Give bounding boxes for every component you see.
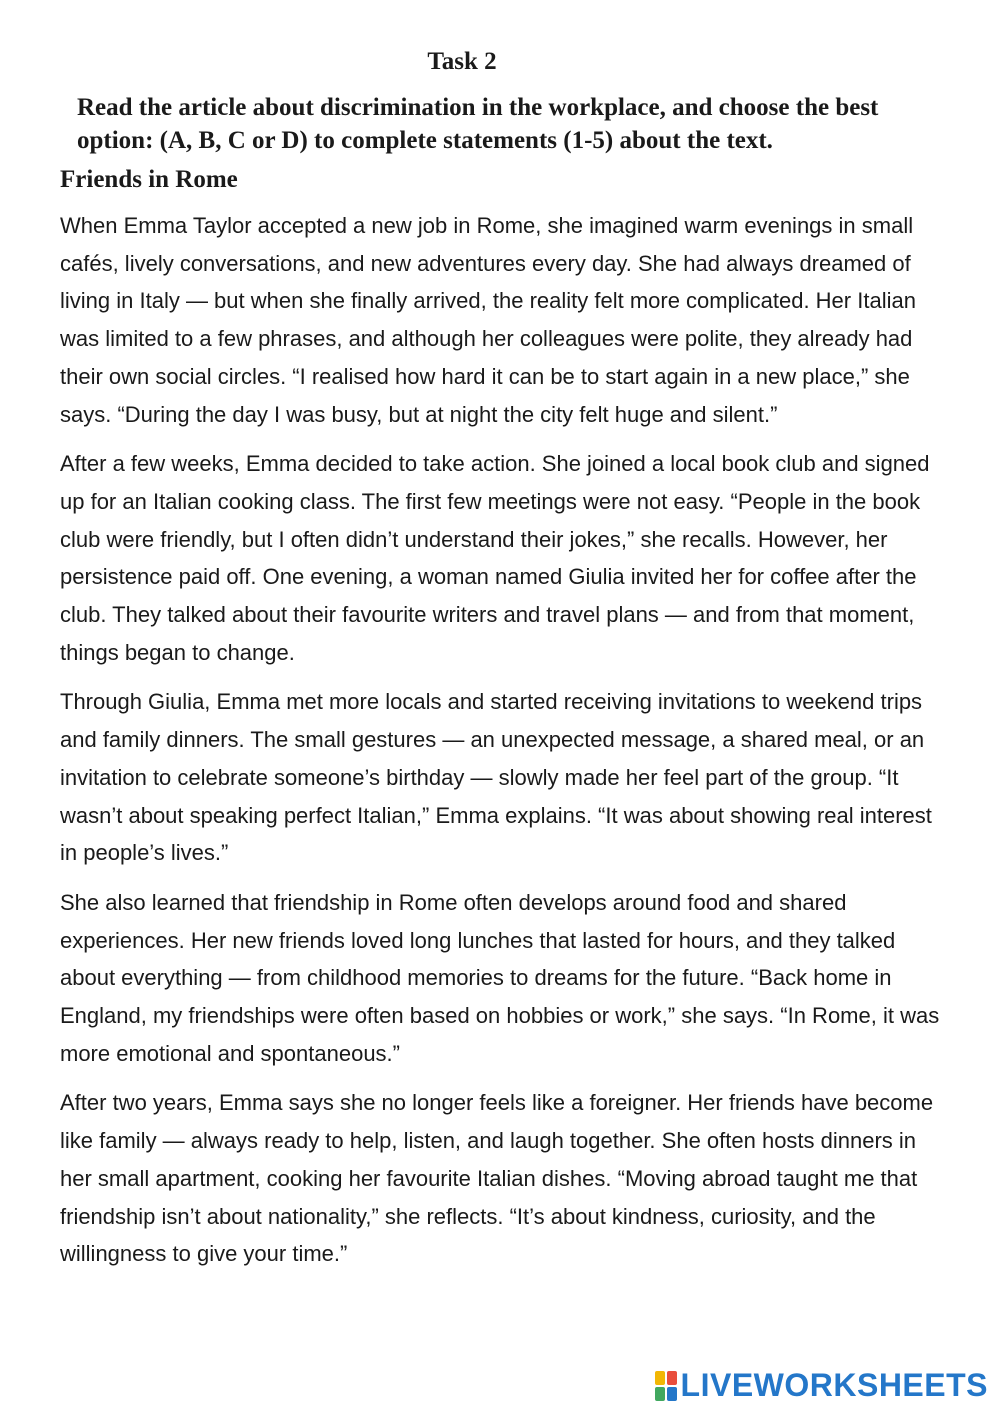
article-paragraph: After two years, Emma says she no longer feels like a foreigner. Her friends have become like family — always ready to help, listen, and laugh together. She often hosts dinners in her small apartment, cooking her favourite Italian dishes. “Moving abroad taught me that friendship isn’t about nationality,” she reflects. “It’s about kindness, curiosity, and the willingness to give your time.”	[60, 1090, 934, 1267]
article-title: Friends in Rome	[60, 166, 238, 193]
liveworksheets-watermark	[655, 1367, 988, 1404]
liveworksheets-logo-icon	[655, 1371, 677, 1401]
task-instructions: Read the article about discrimination in the workplace, and choose the best option: (A, B, C or D) to complete statements (1-5) about the text.	[77, 94, 879, 154]
article-paragraph: When Emma Taylor accepted a new job in Rome, she imagined warm evenings in small cafés, lively conversations, and new adventures every day. She had always dreamed of living in Italy — but when she finally arrived, the reality felt more complicated. Her Italian was limited to a few phrases, and although her colleagues were polite, they already had their own social circles. “I realised how hard it can be to start again in a new place,” she says. “During the day I was busy, but at night the city felt huge and silent.”	[60, 213, 916, 427]
article-paragraph: Through Giulia, Emma met more locals and started receiving invitations to weekend trips and family dinners. The small gestures — an unexpected message, a shared meal, or an invitation to celebrate someone’s birthday — slowly made her feel part of the group. “It wasn’t about speaking perfect Italian,” Emma explains. “It was about showing real interest in people’s lives.”	[60, 689, 932, 866]
article-body	[60, 207, 950, 1285]
article-paragraph: After a few weeks, Emma decided to take action. She joined a local book club and signed up for an Italian cooking class. The first few meetings were not easy. “People in the book club were friendly, but I often didn’t understand their jokes,” she recalls. However, her persistence paid off. One evening, a woman named Giulia invited her for coffee after the club. They talked about their favourite writers and travel plans — and from that moment, things began to change.	[60, 451, 930, 665]
task-title: Task 2	[427, 48, 497, 75]
watermark-text: LIVEWORKSHEETS	[680, 1367, 988, 1403]
article-paragraph: She also learned that friendship in Rome often develops around food and shared experiences. Her new friends loved long lunches that lasted for hours, and they talked about everything — from childhood memories to dreams for the future. “Back home in England, my friendships were often based on hobbies or work,” she says. “In Rome, it was more emotional and spontaneous.”	[60, 889, 940, 1066]
